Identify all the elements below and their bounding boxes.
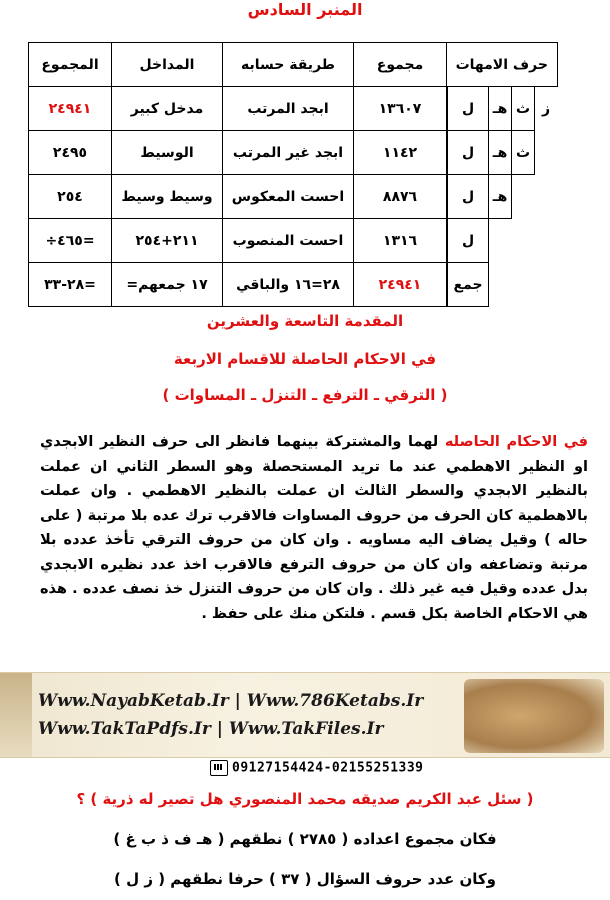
body-lead: في الاحكام الحاصله: [444, 434, 589, 450]
method-cell: ابجد غير المرتب: [223, 131, 354, 175]
section-categories: ( الترقي ـ الترفع ـ التنزل ـ المساوات ): [162, 386, 448, 404]
entry-cell: الوسيط: [112, 131, 223, 175]
telephone-icon: [210, 760, 228, 776]
answer-line-1: فكان مجموع اعداده ( ٢٧٨٥ ) نطقهم ( هـ ف ذ ب غ ): [113, 830, 497, 848]
letters-table: [28, 42, 558, 307]
table-row: [29, 219, 558, 263]
count-cell: ١٣٦٠٧: [354, 87, 447, 131]
letter-cell: ل: [448, 219, 489, 263]
letter-cell: ل: [448, 131, 489, 175]
method-cell: ابجد المرتب: [223, 87, 354, 131]
table-row: [29, 131, 558, 175]
letter-cell: ل: [448, 175, 489, 219]
sum-label: جمع: [448, 263, 489, 307]
header-entry: المداخل: [112, 43, 223, 87]
total-cell: =٤٦٥÷: [29, 219, 112, 263]
count-cell: ١١٤٢: [354, 131, 447, 175]
entry-cell: مدخل كبير: [112, 87, 223, 131]
phone-text: 09127154424-02155251339: [232, 760, 424, 776]
letter-cell: ث: [512, 131, 535, 175]
method-cell: احست المنصوب: [223, 219, 354, 263]
letter-cell: هـ: [489, 131, 512, 175]
entry-cell: وسيط وسيط: [112, 175, 223, 219]
count-cell: ١٣١٦: [354, 219, 447, 263]
sum-entry: ١٧ جمعهم=: [112, 263, 223, 307]
table-row: [29, 175, 558, 219]
book-icon: [464, 679, 604, 753]
header-total: المجموع: [29, 43, 112, 87]
section-intro-title: المقدمة التاسعة والعشرين: [206, 312, 404, 330]
banner-line-2: Www.TakTaPdfs.Ir | Www.TakFiles.Ir: [38, 719, 384, 739]
section-subtitle: في الاحكام الحاصلة للاقسام الاربعة: [173, 350, 437, 368]
letter-cell: ز: [542, 100, 551, 117]
sum-method: ٢٨=١٦ والباقي: [223, 263, 354, 307]
sum-count: ٢٤٩٤١: [354, 263, 447, 307]
body-text: لهما والمشتركة بينهما فانظر الى حرف النظير الابجدي او النظير الاهطمي عند ما تريد المستحصلة وهو السطر الثاني ان عملت بالنظير الابجدي والسطر الثالث ان عملت بالنظير الاهطمي . وان عملت بالاهطمية كان الحرف من حروف المساوات فالاقرب ترك عده بلا مرتبة ( على حاله ) وقيل يضاف اليه مساويه . وان كان من حروف الترقي تأخذ عدده بلا مرتبة وتضاعفه وان كان من حروف الترفع فالاقرب اخذ عدد نظيره الابجدي بدل عدده وقيل فيه غير ذلك . وان كان من حروف التنزل خذ نصف عدده . هذه هي الاحكام الخاصة بكل قسم . فلتكن منك على حفظ .: [40, 434, 588, 622]
entry-cell: ٢١١+٢٥٤: [112, 219, 223, 263]
watermark-banner: [0, 672, 610, 758]
answer-line-2: وكان عدد حروف السؤال ( ٣٧ ) حرفا نطقهم ( ز ل ): [114, 870, 496, 888]
ornament-icon: [0, 673, 32, 757]
table-header-row: [29, 43, 558, 87]
sum-total: =٢٨-٣٣: [29, 263, 112, 307]
banner-line-1: Www.NayabKetab.Ir | Www.786Ketabs.Ir: [38, 691, 424, 711]
total-cell: ٢٥٤: [29, 175, 112, 219]
method-cell: احست المعكوس: [223, 175, 354, 219]
header-method: طريقة حسابه: [223, 43, 354, 87]
count-cell: ٨٨٧٦: [354, 175, 447, 219]
letter-cell: ث: [512, 87, 535, 131]
page-title: المنبر السادس: [247, 0, 363, 19]
letter-cell: ل: [448, 87, 489, 131]
header-count: مجموع: [354, 43, 447, 87]
total-cell: ٢٤٩٤١: [29, 87, 112, 131]
table-row: [29, 87, 558, 131]
header-letters: حرف الامهات: [447, 43, 558, 87]
letter-cell: هـ: [489, 87, 512, 131]
phone-numbers: [210, 760, 424, 776]
body-paragraph: [40, 430, 588, 626]
question-line: ( سئل عبد الكريم صديقه محمد المنصوري هل تصير له ذرية ) ؟: [76, 790, 534, 808]
letter-cell: هـ: [489, 175, 512, 219]
table-sum-row: [29, 263, 558, 307]
total-cell: ٢٤٩٥: [29, 131, 112, 175]
